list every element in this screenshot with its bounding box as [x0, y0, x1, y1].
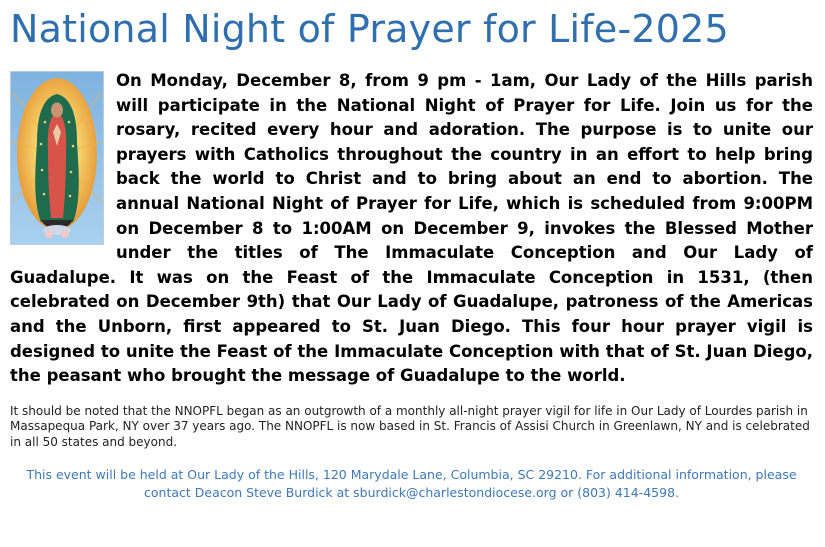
- our-lady-of-guadalupe-image: [10, 71, 104, 245]
- lead-paragraph: On Monday, December 8, from 9 pm - 1am, Our Lady of the Hills parish will participate in the National Night of Prayer for Life. Join us for the rosary, recited every hour and adoration. The purpose is to unite our prayers with Catholics throughout the country in an effort to help bring back the world to Christ and to bring about an end to abortion. The annual National Night of Prayer for Life, which is scheduled from 9:00PM on December 8 to 1:00AM on December 9, invokes the Blessed Mother under the titles of The Immaculate Conception and Our Lady of Guadalupe. It was on the Feast of the Immaculate Conception in 1531, (then celebrated on December 9th) that Our Lady of Guadalupe, patroness of the Americas and the Unborn, first appeared to St. Juan Diego. This four hour prayer vigil is designed to unite the Feast of the Immaculate Conception with that of St. Juan Diego, the peasant who brought the message of Guadalupe to the world.: [10, 71, 813, 386]
- history-note: It should be noted that the NNOPFL began as an outgrowth of a monthly all-night prayer vigil for life in Our Lady of Lourdes parish in Massapequa Park, NY over 37 years ago. The NNOPFL is now based in St. Francis of Assisi Church in Greenlawn, NY and is celebrated in all 50 states and beyond.: [10, 403, 810, 449]
- guadalupe-illustration: [11, 72, 103, 244]
- contact-info: This event will be held at Our Lady of the Hills, 120 Marydale Lane, Columbia, SC 29210. For additional information, please contact Deacon Steve Burdick at sburdick@charlestondiocese.org or (803) 414-4598.: [26, 467, 797, 500]
- main-content: [10, 69, 813, 389]
- page-title: National Night of Prayer for Life-2025: [10, 7, 729, 51]
